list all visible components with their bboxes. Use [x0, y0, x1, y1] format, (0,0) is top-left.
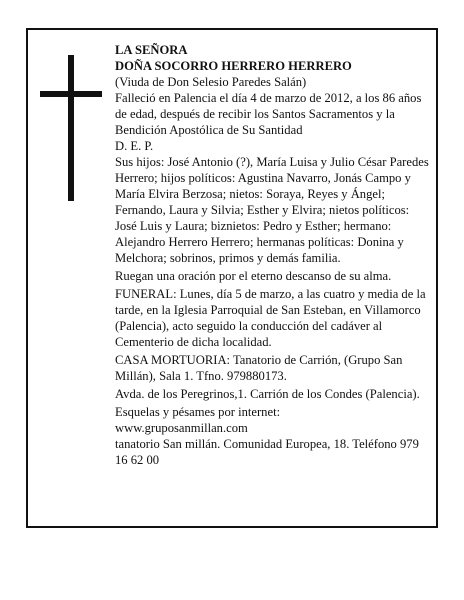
- death-text: Falleció en Palencia el día 4 de marzo de 2012, a los 86 años de edad, después de recibir los Santos Sacramentos y la Bendición Apostólica de Su Santidad: [115, 91, 422, 137]
- subtitle: (Viuda de Don Selesio Paredes Salán): [115, 75, 307, 89]
- mortuary-info: CASA MORTUORIA: Tanatorio de Carrión, (Grupo San Millán), Sala 1. Tfno. 979880173.: [115, 353, 403, 383]
- address-info: Avda. de los Peregrinos,1. Carrión de los Condes (Palencia).: [115, 387, 420, 401]
- family-list: Sus hijos: José Antonio (?), María Luisa y Julio César Paredes Herrero; hijos políticos: Agustina Navarro, Jonás Campo y María Elvira Berzosa; nietos: Soraya, Reyes y Ángel; Fernando, Laura y Silvia; Esther y Elvira; nietos políticos: José Luis y Laura; biznietos: Pedro y Esther; hermano: Alejandro Herrero Herrero; hermanas políticas: Donina y Melchora; sobrinos, primos y demás familia.: [115, 155, 429, 265]
- deceased-name: DOÑA SOCORRO HERRERO HERRERO: [115, 59, 352, 73]
- prayer-line: Ruegan una oración por el eterno descanso de su alma.: [115, 269, 392, 283]
- cross-vertical-bar: [68, 55, 74, 201]
- cross-horizontal-bar: [40, 91, 102, 97]
- tanatorio-info: tanatorio San millán. Comunidad Europea, 18. Teléfono 979 16 62 00: [115, 437, 419, 467]
- funeral-info: FUNERAL: Lunes, día 5 de marzo, a las cuatro y media de la tarde, en la Iglesia Parroquial de San Esteban, en Villamorco (Palencia), acto seguido la conducción del cadáver al Cementerio de dicha localidad.: [115, 287, 426, 349]
- obituary-text: [115, 42, 431, 468]
- internet-info: [115, 404, 431, 468]
- death-announcement: [115, 90, 431, 154]
- obituary-title: LA SEÑORA: [115, 43, 188, 57]
- dep-text: D. E. P.: [115, 139, 154, 153]
- cross-icon: [40, 55, 102, 201]
- internet-label: Esquelas y pésames por internet:: [115, 405, 281, 419]
- website-link[interactable]: www.gruposanmillan.com: [115, 421, 248, 435]
- obituary-frame: [26, 28, 438, 528]
